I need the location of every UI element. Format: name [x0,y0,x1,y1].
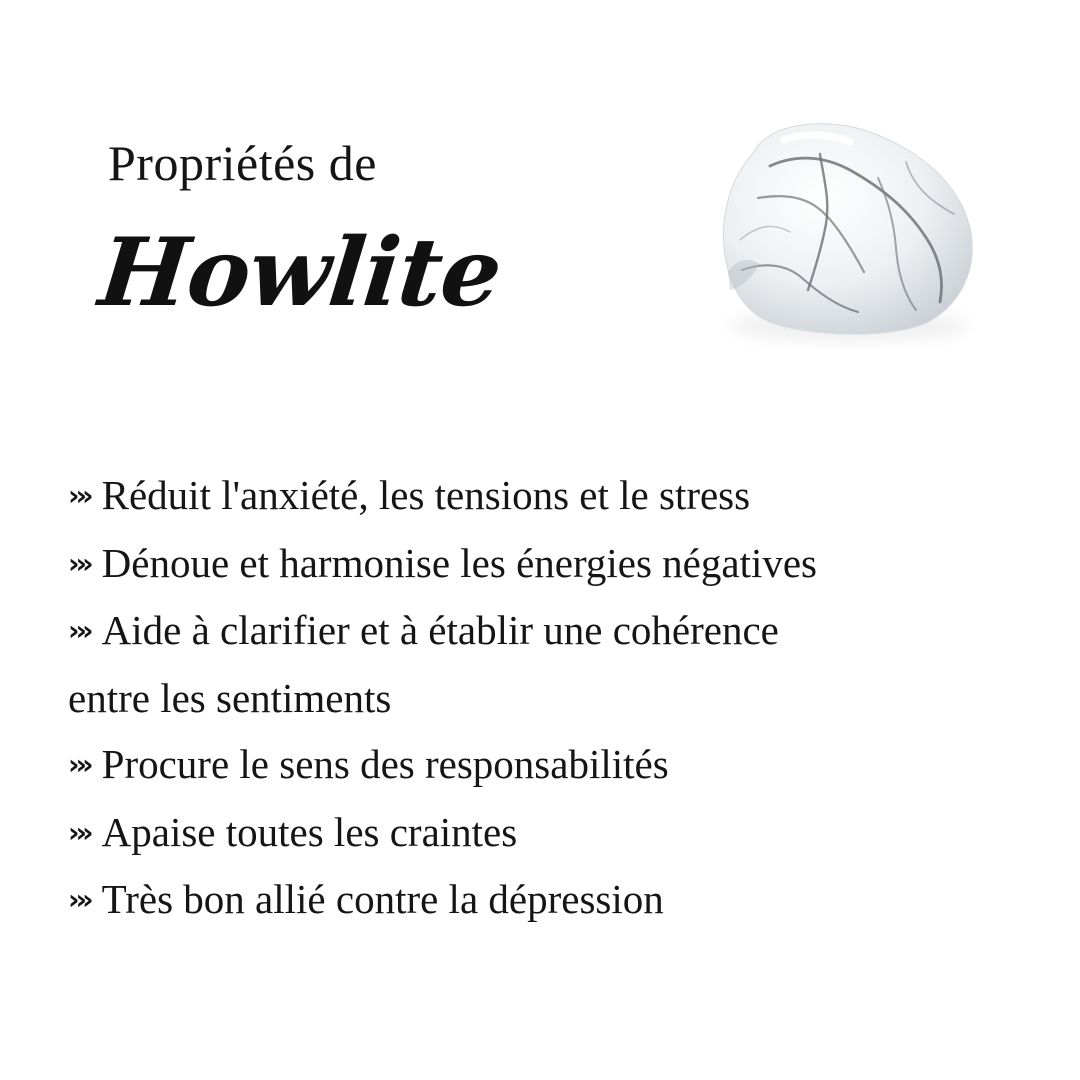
benefit-text: Procure le sens des responsabilités [101,741,669,787]
benefit-continuation: entre les sentiments [68,674,392,721]
benefit-item [68,731,1028,799]
arrow-bullet-icon: ›» [68,883,90,916]
benefit-item [68,462,1028,530]
benefit-text: Apaise toutes les craintes [101,808,518,855]
benefit-text: Très bon allié contre la dépression [101,876,664,922]
benefit-text: Dénoue et harmonise les énergies négatives [101,539,817,586]
benefit-text: Réduit l'anxiété, les tensions et le stress [101,472,751,518]
benefits-list [68,462,1028,934]
benefit-text: Aide à clarifier et à établir une cohérence [101,607,779,653]
stone-icon [700,96,1000,366]
stone-name-title: Howlite [94,218,506,328]
arrow-bullet-icon: ›» [68,748,90,781]
arrow-bullet-icon: ›» [68,479,90,512]
arrow-bullet-icon: ›» [68,815,90,849]
benefit-item [68,799,1028,867]
title-prefix: Propriétés de [108,135,377,191]
benefit-item [68,530,1028,598]
howlite-stone-image [700,96,1000,366]
arrow-bullet-icon: ›» [68,546,90,580]
benefit-item [68,597,1028,731]
arrow-bullet-icon: ›» [68,614,90,647]
benefit-item [68,866,1028,934]
